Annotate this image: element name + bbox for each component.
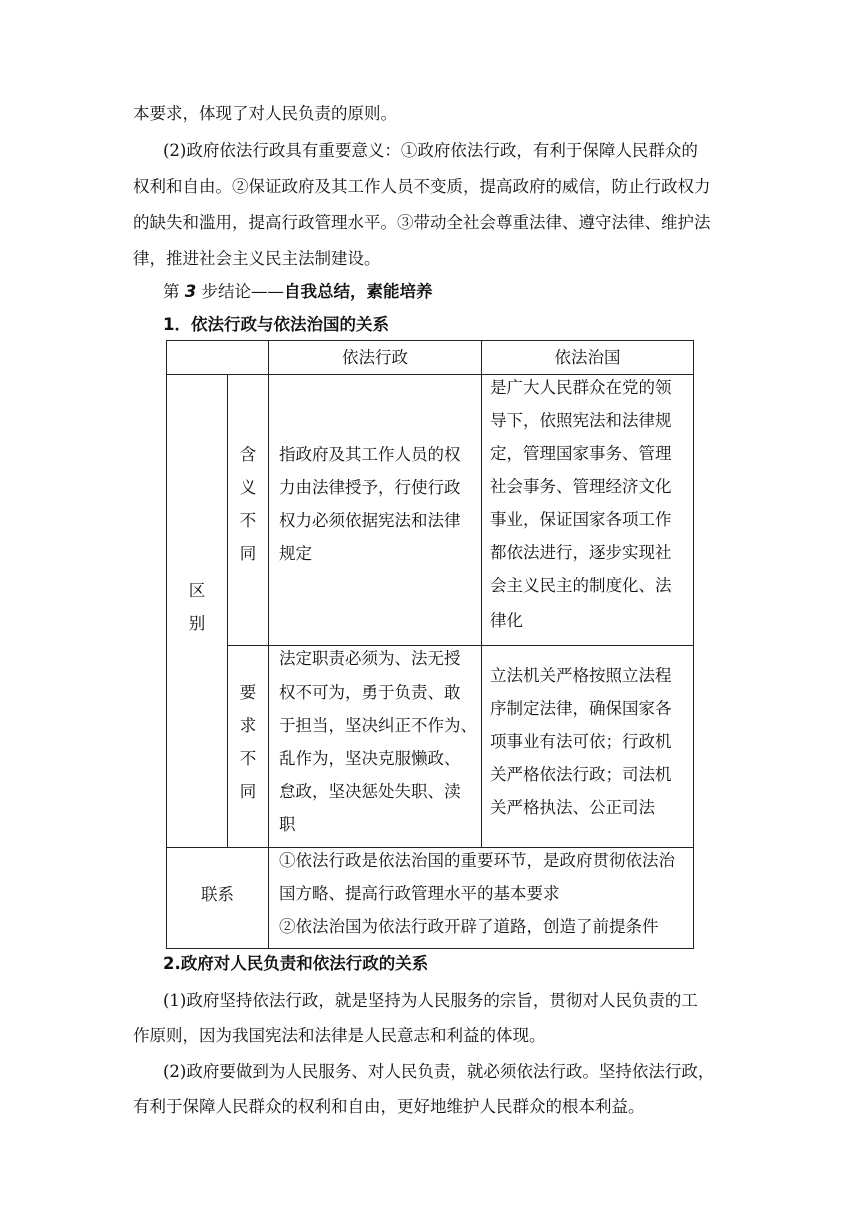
paragraph-line: 有利于保障人民群众的权利和自由，更好地维护人民群众的根本利益。 <box>133 1097 645 1116</box>
cell-line: 定，管理国家事务、管理 <box>490 444 672 463</box>
paragraph-line: (1)政府坚持依法行政，就是坚持为人民服务的宗旨，贯彻对人民负责的工 <box>163 991 698 1010</box>
column-header: 依法治国 <box>554 348 621 367</box>
cell-line: 乱作为，坚决克服懒政、 <box>279 749 461 768</box>
cell-line: 指政府及其工作人员的权 <box>279 445 461 464</box>
cell-line: 都依法进行，逐步实现社 <box>490 543 672 562</box>
section-title: 2.政府对人民负责和依法行政的关系 <box>163 954 429 973</box>
cell-line: 项事业有法可依；行政机 <box>490 732 672 751</box>
paragraph-line: 本要求，体现了对人民负责的原则。 <box>133 104 397 123</box>
cell-line: 怠政，坚决惩处失职、渎 <box>279 782 461 801</box>
step3-heading: 第 3 步结论——自我总结，素能培养 <box>163 282 433 301</box>
cell-line: 会主义民主的制度化、法 <box>490 576 672 595</box>
group-label: 区 别 <box>188 581 206 633</box>
cell-line: 关严格执法、公正司法 <box>490 798 655 817</box>
paragraph-line: (2)政府依法行政具有重要意义：①政府依法行政，有利于保障人民群众的 <box>163 141 698 160</box>
cell-line: 规定 <box>279 544 312 563</box>
paragraph-line: 权利和自由。②保证政府及其工作人员不变质，提高政府的威信，防止行政权力 <box>133 177 711 196</box>
cell-line: 立法机关严格按照立法程 <box>490 666 672 685</box>
cell-line: 关严格依法行政；司法机 <box>490 765 672 784</box>
cell-line: 律化 <box>490 611 523 630</box>
paragraph-line: 作原则，因为我国宪法和法律是人民意志和利益的体现。 <box>133 1026 546 1045</box>
cell-line: 于担当，坚决纠正不作为、 <box>279 716 477 735</box>
cell-line: 职 <box>279 815 296 834</box>
column-header: 依法行政 <box>342 348 408 367</box>
cell-line: 权力必须依据宪法和法律 <box>279 511 461 530</box>
row-label: 联系 <box>201 885 234 904</box>
cell-line: 是广大人民群众在党的领 <box>490 378 672 397</box>
row-label: 要 求 不 同 <box>239 683 257 801</box>
cell-line: 力由法律授予，行使行政 <box>279 478 461 497</box>
cell-line: 事业，保证国家各项工作 <box>490 510 672 529</box>
cell-line: 权不可为，勇于负责、敢 <box>279 683 461 702</box>
cell-line: ①依法行政是依法治国的重要环节，是政府贯彻依法治 <box>279 851 675 870</box>
paragraph-line: 的缺失和滥用，提高行政管理水平。③带动全社会尊重法律、遵守法律、维护法 <box>133 213 711 232</box>
cell-line: 导下，依照宪法和法律规 <box>490 411 672 430</box>
paragraph-line: (2)政府要做到为人民服务、对人民负责，就必须依法行政。坚持依法行政， <box>163 1062 715 1081</box>
paragraph-line: 律，推进社会主义民主法制建设。 <box>133 249 381 268</box>
cell-line: 法定职责必须为、法无授 <box>279 649 461 668</box>
cell-line: 社会事务、管理经济文化 <box>490 477 672 496</box>
row-label: 含 义 不 同 <box>239 445 257 563</box>
cell-line: 序制定法律，确保国家各 <box>490 699 672 718</box>
cell-line: 国方略、提高行政管理水平的基本要求 <box>279 884 560 903</box>
section-title: 1．依法行政与依法治国的关系 <box>163 315 389 334</box>
cell-line: ②依法治国为依法行政开辟了道路，创造了前提条件 <box>279 917 659 936</box>
